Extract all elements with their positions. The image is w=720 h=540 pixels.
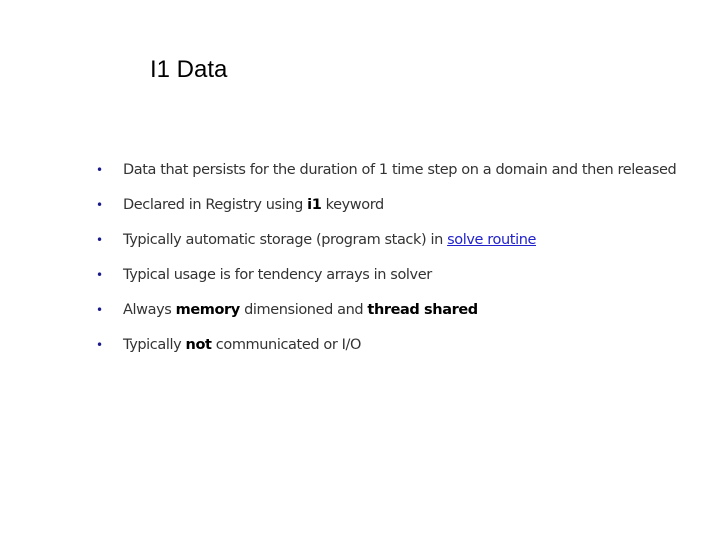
list-item — [96, 187, 696, 222]
bullet-text-segment: dimensioned and — [239, 301, 368, 318]
emphasis-thread-shared: thread shared — [367, 301, 478, 318]
bullet-icon: • — [96, 302, 103, 317]
bullet-text-segment: Always — [123, 301, 176, 318]
bullet-text — [123, 232, 536, 248]
list-item — [96, 257, 696, 292]
bullet-icon: • — [96, 197, 103, 212]
keyword-i1: i1 — [307, 196, 322, 213]
bullet-text-segment: keyword — [321, 196, 384, 213]
bullet-text — [123, 197, 384, 213]
emphasis-not: not — [185, 336, 212, 353]
list-item — [96, 292, 696, 327]
bullet-text-segment: Typically automatic storage (program stack) in — [123, 231, 448, 248]
slide-title: I1 Data — [150, 56, 228, 83]
bullet-text-segment: Declared in Registry using — [123, 196, 308, 213]
bullet-text-segment: communicated or I/O — [211, 336, 361, 353]
bullet-icon: • — [96, 162, 103, 177]
solve-routine-link[interactable]: solve routine — [447, 231, 537, 248]
bullet-text — [123, 337, 361, 353]
bullet-icon: • — [96, 267, 103, 282]
bullet-text: Typical usage is for tendency arrays in solver — [123, 266, 432, 283]
emphasis-memory: memory — [175, 301, 240, 318]
bullet-text: Data that persists for the duration of 1 time step on a domain and then released — [123, 161, 677, 178]
list-item — [96, 327, 696, 362]
list-item — [96, 152, 696, 187]
bullet-icon: • — [96, 337, 103, 352]
bullet-text — [123, 302, 478, 318]
bullet-text-segment: Typically — [123, 336, 186, 353]
bullet-list — [96, 152, 696, 362]
bullet-icon: • — [96, 232, 103, 247]
list-item — [96, 222, 696, 257]
